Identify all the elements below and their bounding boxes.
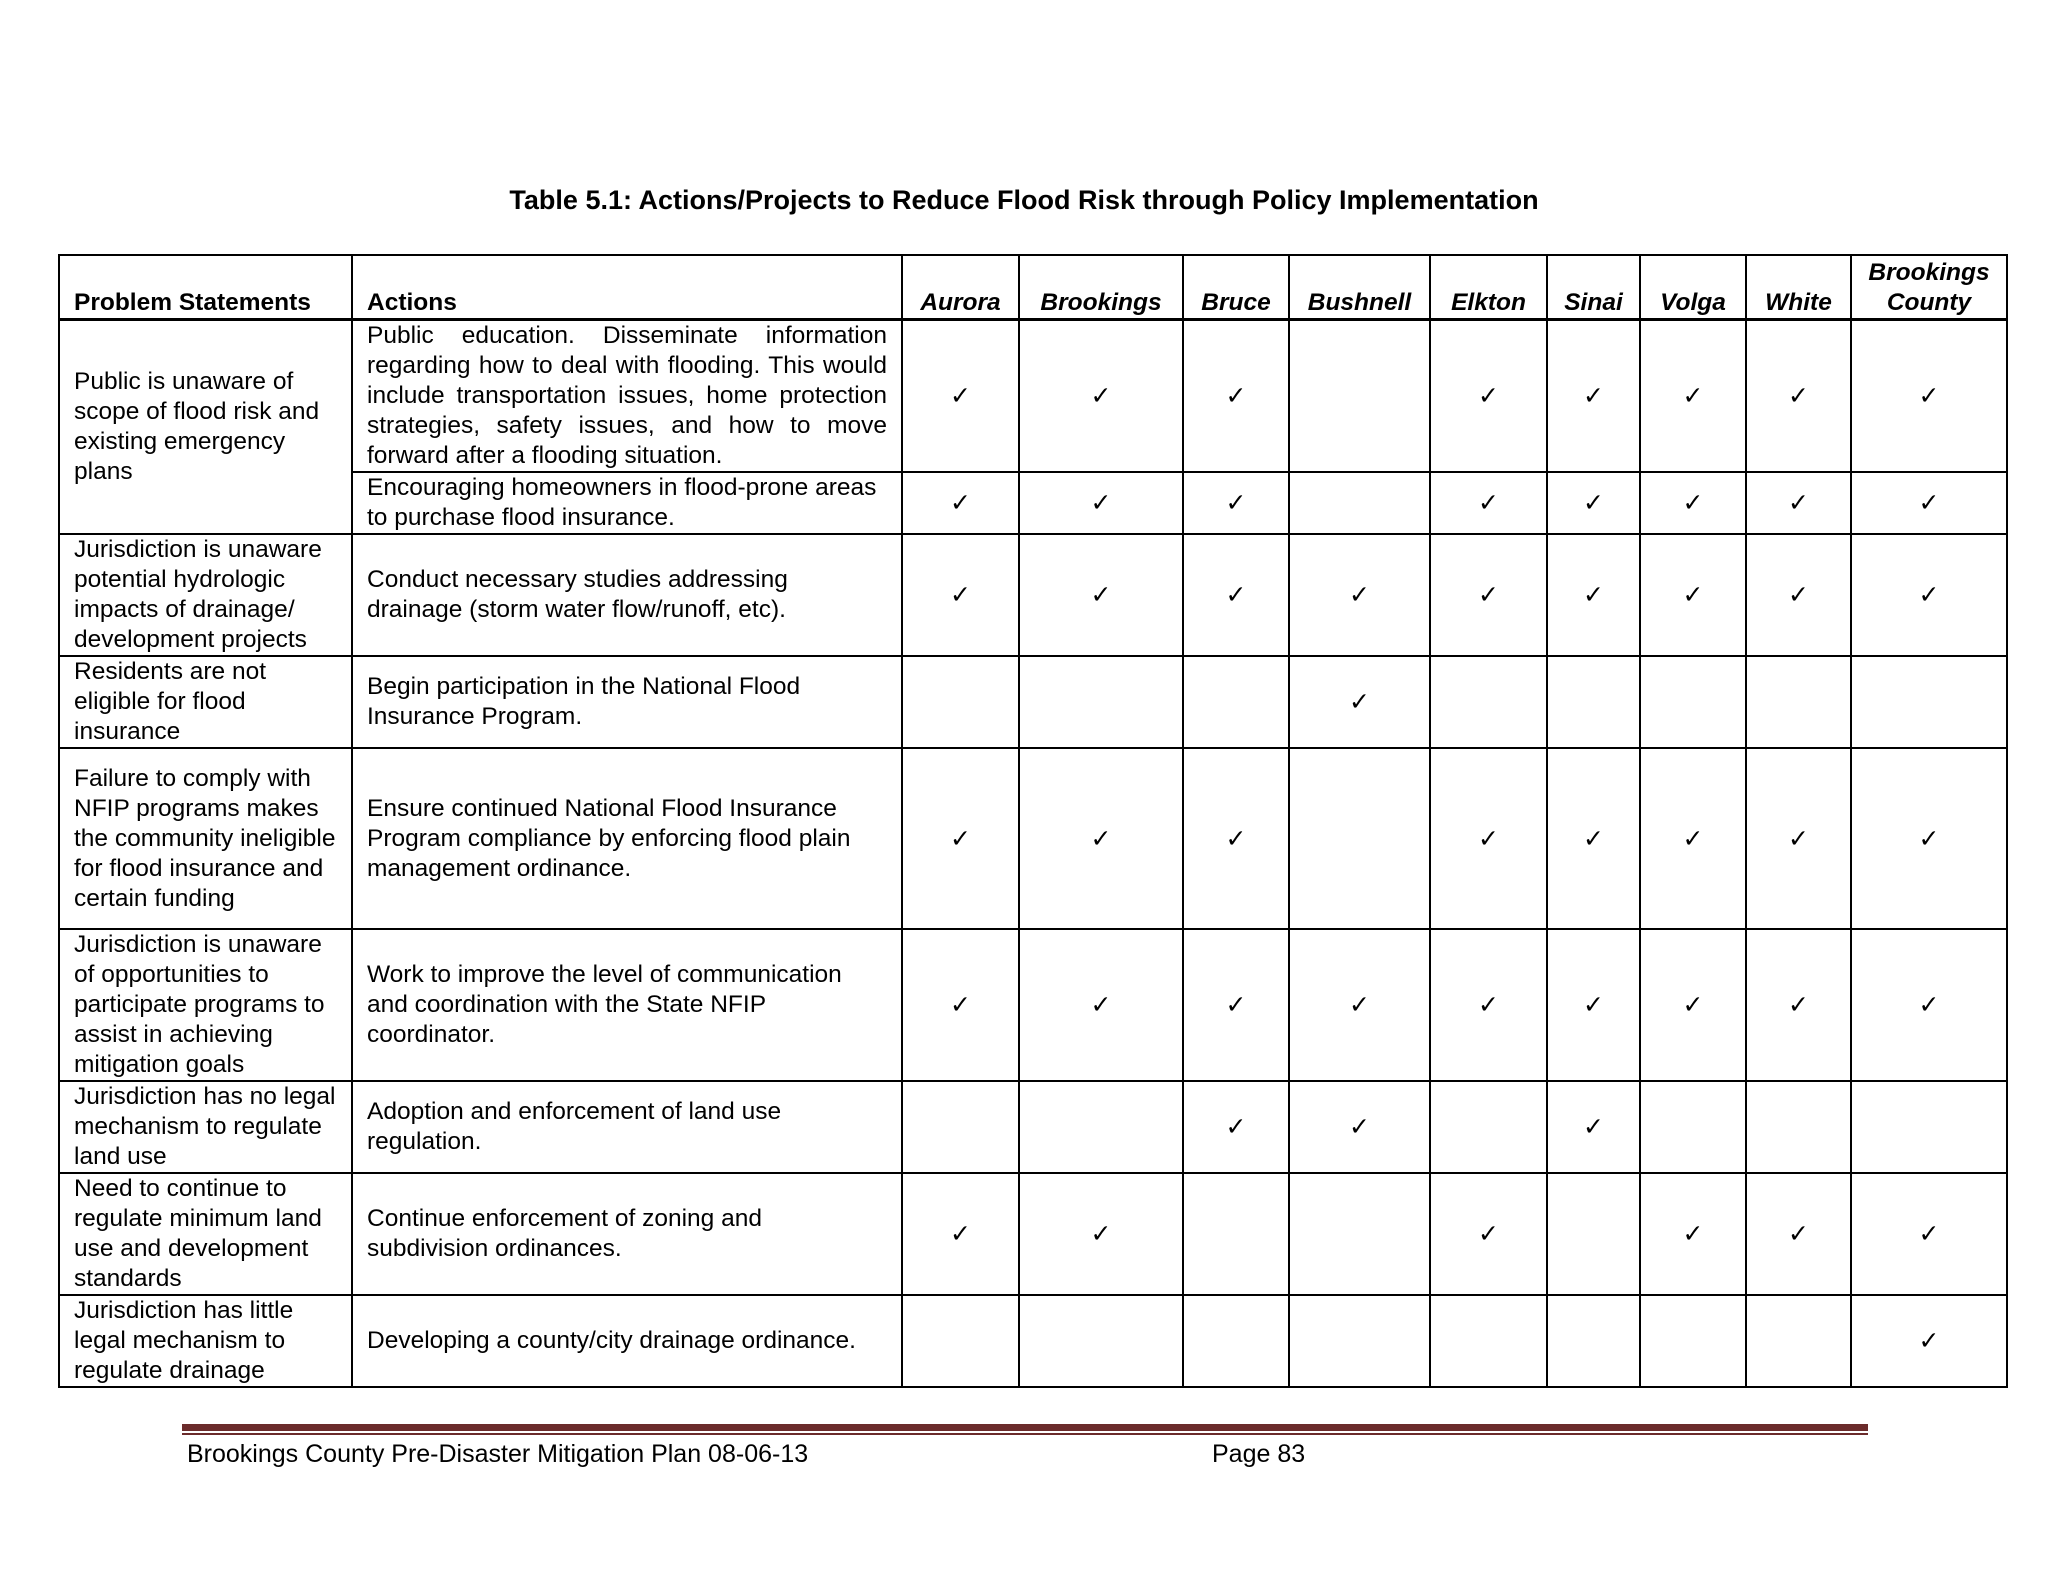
check-cell-elkton — [1430, 1173, 1547, 1295]
action-cell: Ensure continued National Flood Insurance Program compliance by enforcing flood plain management ordinance. — [352, 748, 902, 929]
check-cell-elkton — [1430, 929, 1547, 1081]
checkmark-icon: ✓ — [1682, 580, 1704, 609]
check-cell-volga — [1640, 320, 1746, 473]
table-row — [59, 472, 2007, 534]
check-cell-sinai — [1547, 656, 1640, 748]
checkmark-icon: ✓ — [1788, 990, 1809, 1019]
header-sinai: Sinai — [1547, 255, 1640, 320]
checkmark-icon: ✓ — [1090, 1219, 1112, 1248]
checkmark-icon: ✓ — [1682, 823, 1704, 853]
checkmark-icon: ✓ — [1682, 381, 1704, 410]
checkmark-icon: ✓ — [1349, 1112, 1370, 1141]
checkmark-icon: ✓ — [1682, 488, 1704, 517]
checkmark-icon: ✓ — [1478, 381, 1499, 410]
header-problem-statements: Problem Statements — [59, 255, 352, 320]
footer-divider-thin — [182, 1433, 1868, 1435]
check-cell-aurora — [902, 929, 1019, 1081]
checkmark-icon: ✓ — [950, 990, 971, 1019]
header-elkton: Elkton — [1430, 255, 1547, 320]
check-cell-bruce — [1183, 472, 1289, 534]
checkmark-icon: ✓ — [1682, 1219, 1704, 1248]
check-cell-brookings — [1019, 929, 1183, 1081]
checkmark-icon: ✓ — [1478, 823, 1499, 853]
check-cell-bushnell — [1289, 472, 1430, 534]
check-cell-brookings — [1019, 656, 1183, 748]
header-bruce: Bruce — [1183, 255, 1289, 320]
header-actions: Actions — [352, 255, 902, 320]
action-cell: Encouraging homeowners in flood-prone areas to purchase flood insurance. — [352, 472, 902, 534]
checkmark-icon: ✓ — [1349, 580, 1370, 609]
checkmark-icon: ✓ — [1225, 823, 1247, 853]
check-cell-volga — [1640, 1295, 1746, 1387]
checkmark-icon: ✓ — [1090, 580, 1112, 609]
check-cell-brookings — [1019, 472, 1183, 534]
check-cell-sinai — [1547, 1173, 1640, 1295]
check-cell-elkton — [1430, 1295, 1547, 1387]
table-row — [59, 534, 2007, 656]
checkmark-icon: ✓ — [950, 823, 971, 853]
check-cell-brookings-county — [1851, 472, 2007, 534]
check-cell-aurora — [902, 534, 1019, 656]
checkmark-icon: ✓ — [1583, 823, 1604, 853]
check-cell-sinai — [1547, 320, 1640, 473]
action-cell: Continue enforcement of zoning and subdivision ordinances. — [352, 1173, 902, 1295]
check-cell-brookings — [1019, 320, 1183, 473]
action-cell: Developing a county/city drainage ordinance. — [352, 1295, 902, 1387]
check-cell-aurora — [902, 472, 1019, 534]
check-cell-white — [1746, 656, 1851, 748]
problem-statement-cell: Public is unaware of scope of flood risk and existing emergency plans — [59, 320, 352, 535]
action-cell: Public education. Disseminate information regarding how to deal with flooding. This would include transportation issues, home protection strategies, safety issues, and how to move forward after a flooding situation. — [352, 320, 902, 473]
table-row — [59, 656, 2007, 748]
checkmark-icon: ✓ — [1918, 580, 1940, 609]
checkmark-icon: ✓ — [1225, 990, 1247, 1019]
check-cell-aurora — [902, 656, 1019, 748]
checkmark-icon: ✓ — [1225, 1112, 1247, 1141]
header-bushnell: Bushnell — [1289, 255, 1430, 320]
check-cell-brookings — [1019, 1081, 1183, 1173]
footer-document-title: Brookings County Pre-Disaster Mitigation Plan 08-06-13 — [187, 1440, 809, 1468]
table-row — [59, 748, 2007, 929]
problem-statement-cell: Jurisdiction has little legal mechanism to regulate drainage — [59, 1295, 352, 1387]
table-row — [59, 1295, 2007, 1387]
checkmark-icon: ✓ — [1918, 381, 1940, 410]
checkmark-icon: ✓ — [1090, 823, 1112, 853]
check-cell-bushnell — [1289, 1295, 1430, 1387]
checkmark-icon: ✓ — [950, 580, 971, 609]
check-cell-bruce — [1183, 1081, 1289, 1173]
checkmark-icon: ✓ — [1918, 1326, 1940, 1355]
check-cell-brookings-county — [1851, 320, 2007, 473]
header-row — [59, 255, 2007, 320]
checkmark-icon: ✓ — [1349, 687, 1370, 716]
check-cell-bruce — [1183, 656, 1289, 748]
check-cell-white — [1746, 748, 1851, 929]
checkmark-icon: ✓ — [950, 1219, 971, 1248]
check-cell-elkton — [1430, 472, 1547, 534]
checkmark-icon: ✓ — [1583, 990, 1604, 1019]
header-aurora: Aurora — [902, 255, 1019, 320]
header-brookings: Brookings — [1019, 255, 1183, 320]
check-cell-bushnell — [1289, 929, 1430, 1081]
check-cell-bushnell — [1289, 748, 1430, 929]
check-cell-sinai — [1547, 929, 1640, 1081]
checkmark-icon: ✓ — [1090, 488, 1112, 517]
footer-divider — [182, 1424, 1868, 1431]
checkmark-icon: ✓ — [1478, 488, 1499, 517]
check-cell-white — [1746, 534, 1851, 656]
check-cell-brookings-county — [1851, 748, 2007, 929]
check-cell-elkton — [1430, 748, 1547, 929]
checkmark-icon: ✓ — [1918, 488, 1940, 517]
footer-page-number: Page 83 — [1212, 1440, 1306, 1468]
check-cell-elkton — [1430, 320, 1547, 473]
check-cell-elkton — [1430, 534, 1547, 656]
check-cell-bruce — [1183, 1173, 1289, 1295]
checkmark-icon: ✓ — [1583, 580, 1604, 609]
table-row — [59, 929, 2007, 1081]
checkmark-icon: ✓ — [1349, 990, 1370, 1019]
check-cell-elkton — [1430, 1081, 1547, 1173]
checkmark-icon: ✓ — [1583, 1112, 1604, 1141]
checkmark-icon: ✓ — [1918, 990, 1940, 1019]
table-title: Table 5.1: Actions/Projects to Reduce Flood Risk through Policy Implementation — [509, 185, 1539, 215]
check-cell-bruce — [1183, 1295, 1289, 1387]
checkmark-icon: ✓ — [1090, 990, 1112, 1019]
check-cell-white — [1746, 929, 1851, 1081]
check-cell-volga — [1640, 472, 1746, 534]
check-cell-brookings-county — [1851, 929, 2007, 1081]
check-cell-sinai — [1547, 534, 1640, 656]
check-cell-elkton — [1430, 656, 1547, 748]
check-cell-brookings-county — [1851, 656, 2007, 748]
checkmark-icon: ✓ — [950, 381, 971, 410]
check-cell-aurora — [902, 1295, 1019, 1387]
check-cell-bruce — [1183, 929, 1289, 1081]
checkmark-icon: ✓ — [1225, 488, 1247, 517]
table-row — [59, 320, 2007, 473]
problem-statement-cell: Need to continue to regulate minimum land use and development standards — [59, 1173, 352, 1295]
check-cell-bruce — [1183, 320, 1289, 473]
checkmark-icon: ✓ — [1583, 381, 1604, 410]
check-cell-bruce — [1183, 534, 1289, 656]
checkmark-icon: ✓ — [1788, 1219, 1809, 1248]
check-cell-white — [1746, 1295, 1851, 1387]
check-cell-white — [1746, 1081, 1851, 1173]
check-cell-aurora — [902, 1173, 1019, 1295]
check-cell-brookings — [1019, 1295, 1183, 1387]
action-cell: Work to improve the level of communication and coordination with the State NFIP coordinator. — [352, 929, 902, 1081]
check-cell-volga — [1640, 534, 1746, 656]
check-cell-volga — [1640, 1173, 1746, 1295]
checkmark-icon: ✓ — [1225, 381, 1247, 410]
header-volga: Volga — [1640, 255, 1746, 320]
checkmark-icon: ✓ — [1583, 488, 1604, 517]
problem-statement-cell: Jurisdiction is unaware of opportunities to participate programs to assist in achieving mitigation goals — [59, 929, 352, 1081]
check-cell-brookings — [1019, 1173, 1183, 1295]
check-cell-sinai — [1547, 472, 1640, 534]
checkmark-icon: ✓ — [1788, 580, 1809, 609]
check-cell-aurora — [902, 748, 1019, 929]
checkmark-icon: ✓ — [1682, 990, 1704, 1019]
check-cell-brookings — [1019, 534, 1183, 656]
problem-statement-cell: Residents are not eligible for flood insurance — [59, 656, 352, 748]
check-cell-bushnell — [1289, 320, 1430, 473]
checkmark-icon: ✓ — [1788, 488, 1809, 517]
check-cell-brookings — [1019, 748, 1183, 929]
action-cell: Adoption and enforcement of land use regulation. — [352, 1081, 902, 1173]
check-cell-brookings-county — [1851, 1173, 2007, 1295]
check-cell-white — [1746, 472, 1851, 534]
checkmark-icon: ✓ — [1478, 580, 1499, 609]
table-row — [59, 1173, 2007, 1295]
check-cell-bruce — [1183, 748, 1289, 929]
check-cell-sinai — [1547, 1081, 1640, 1173]
problem-statement-cell: Jurisdiction is unaware potential hydrologic impacts of drainage/ development projects — [59, 534, 352, 656]
actions-table — [58, 254, 2008, 1388]
check-cell-volga — [1640, 929, 1746, 1081]
check-cell-sinai — [1547, 748, 1640, 929]
header-white: White — [1746, 255, 1851, 320]
check-cell-bushnell — [1289, 1081, 1430, 1173]
problem-statement-cell: Jurisdiction has no legal mechanism to regulate land use — [59, 1081, 352, 1173]
check-cell-aurora — [902, 320, 1019, 473]
action-cell: Conduct necessary studies addressing drainage (storm water flow/runoff, etc). — [352, 534, 902, 656]
action-cell: Begin participation in the National Flood Insurance Program. — [352, 656, 902, 748]
check-cell-brookings-county — [1851, 534, 2007, 656]
checkmark-icon: ✓ — [1478, 990, 1499, 1019]
checkmark-icon: ✓ — [1788, 823, 1809, 853]
check-cell-bushnell — [1289, 1173, 1430, 1295]
checkmark-icon: ✓ — [1225, 580, 1247, 609]
checkmark-icon: ✓ — [1478, 1219, 1499, 1248]
check-cell-volga — [1640, 656, 1746, 748]
problem-statement-cell: Failure to comply with NFIP programs makes the community ineligible for flood insurance and certain funding — [59, 748, 352, 929]
header-brookings-county: Brookings County — [1851, 255, 2007, 320]
check-cell-white — [1746, 320, 1851, 473]
check-cell-aurora — [902, 1081, 1019, 1173]
check-cell-sinai — [1547, 1295, 1640, 1387]
check-cell-volga — [1640, 748, 1746, 929]
check-cell-brookings-county — [1851, 1295, 2007, 1387]
checkmark-icon: ✓ — [950, 488, 971, 517]
check-cell-bushnell — [1289, 656, 1430, 748]
check-cell-brookings-county — [1851, 1081, 2007, 1173]
checkmark-icon: ✓ — [1090, 381, 1112, 410]
check-cell-bushnell — [1289, 534, 1430, 656]
checkmark-icon: ✓ — [1788, 381, 1809, 410]
table-row — [59, 1081, 2007, 1173]
check-cell-white — [1746, 1173, 1851, 1295]
checkmark-icon: ✓ — [1918, 1219, 1940, 1248]
checkmark-icon: ✓ — [1918, 823, 1940, 853]
check-cell-volga — [1640, 1081, 1746, 1173]
